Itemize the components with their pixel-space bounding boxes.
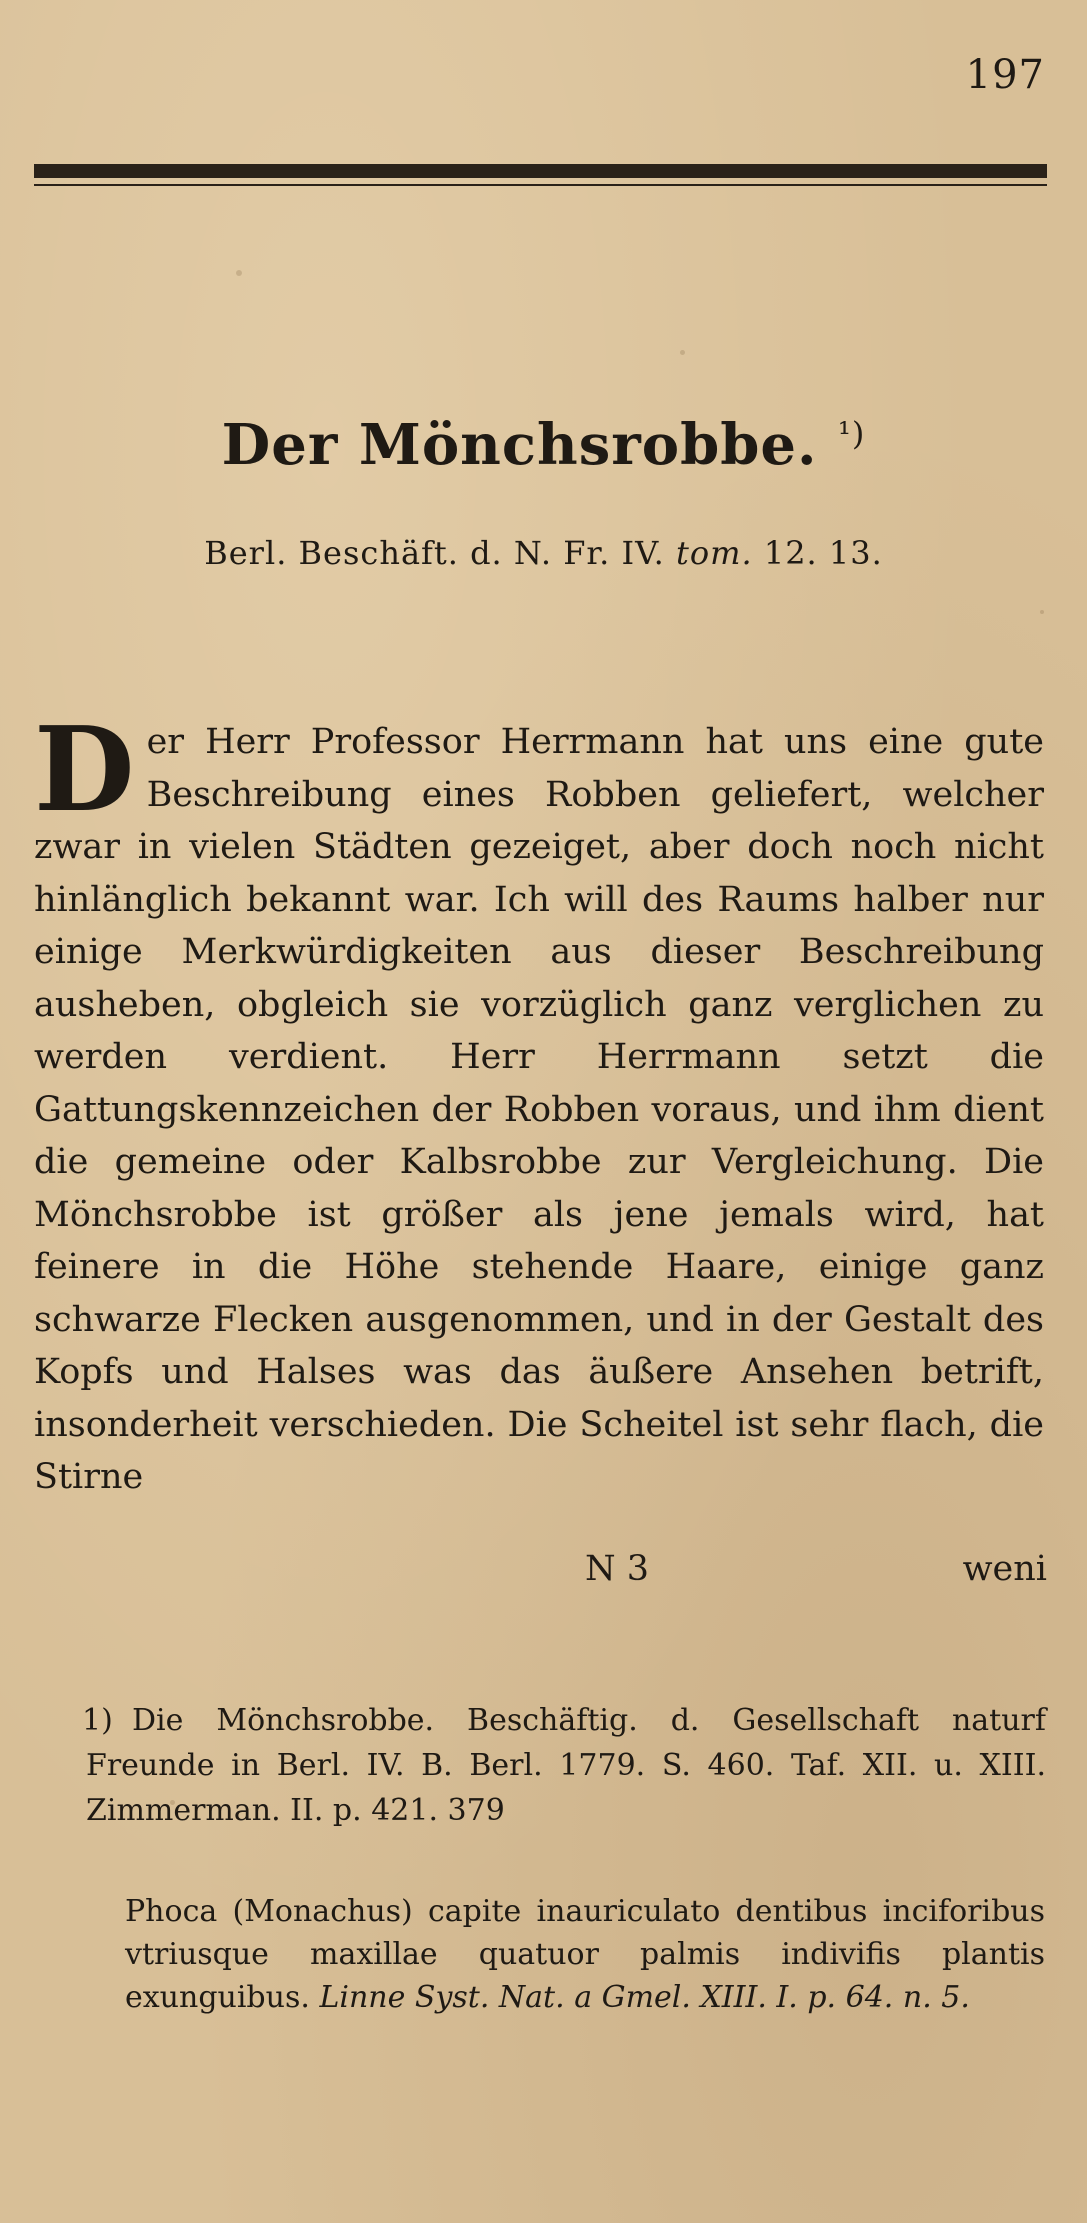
drop-cap: D — [34, 702, 135, 838]
catch-line — [0, 1549, 1087, 1599]
linnaeus-reference: Linne Syst. Nat. a Gmel. XIII. I. p. 64. n. 5. — [319, 1980, 970, 2015]
chapter-title-text: Der Mönchsrobbe. — [221, 412, 818, 478]
footnote — [82, 1698, 1046, 1833]
citation-tom-value: 12. 13. — [763, 534, 883, 572]
paper-speck — [680, 350, 685, 355]
footnote-marker: 1) — [82, 1703, 113, 1738]
paper-speck — [170, 1800, 175, 1805]
signature-mark: N 3 — [585, 1549, 650, 1589]
header-rule-thin — [34, 184, 1047, 186]
catchword: weni — [962, 1549, 1047, 1589]
page-number: 197 — [965, 52, 1045, 98]
citation-tom-label: tom. — [676, 534, 753, 572]
body-paragraph-text: er Herr Professor Herrmann hat uns eine gute Beschreibung eines Robben geliefert, welcher zwar in vielen Städten gezeiget, aber doch noch nicht hinlänglich bekannt war. Ich will des Raums halber nur einige Merkwürdigkeiten aus dieser Beschreibung ausheben, obgleich sie vorzüglich ganz verglichen zu werden verdient. Herr Herrmann setzt die Gattungskennzeichen der Robben voraus, und ihm dient die gemeine oder Kalbsrobbe zur Vergleichung. Die Mönchsrobbe ist größer als jene jemals wird, hat feinere in die Höhe stehende Haare, einige ganz schwarze Flecken ausgenommen, und in der Gestalt des Kopfs und Halses was das äußere Ansehen betrift, insonderheit verschieden. Die Scheitel ist sehr flach, die Stirne — [34, 722, 1044, 1497]
body-paragraph — [34, 702, 1044, 1504]
latin-description — [125, 1890, 1045, 2019]
source-citation — [0, 534, 1087, 572]
footnote-text: Die Mönchsrobbe. Beschäftig. d. Gesellschaft naturf Freunde in Berl. IV. B. Berl. 1779. S. 460. Taf. XII. u. XIII. Zimmerman. II. p. 421. 379 — [86, 1703, 1046, 1828]
title-footnote-marker: ¹) — [838, 414, 866, 453]
paper-speck — [1040, 610, 1044, 614]
latin-description-text: Phoca (Monachus) capite inauriculato dentibus inciforibus vtriusque maxillae quatuor palmis indivifis plantis exunguibus. — [125, 1894, 1045, 2015]
header-rule-thick — [34, 164, 1047, 178]
header-rule — [34, 160, 1047, 190]
paper-speck — [236, 270, 242, 276]
citation-main: Berl. Beschäft. d. N. Fr. IV. — [204, 534, 665, 572]
chapter-title — [0, 412, 1087, 478]
